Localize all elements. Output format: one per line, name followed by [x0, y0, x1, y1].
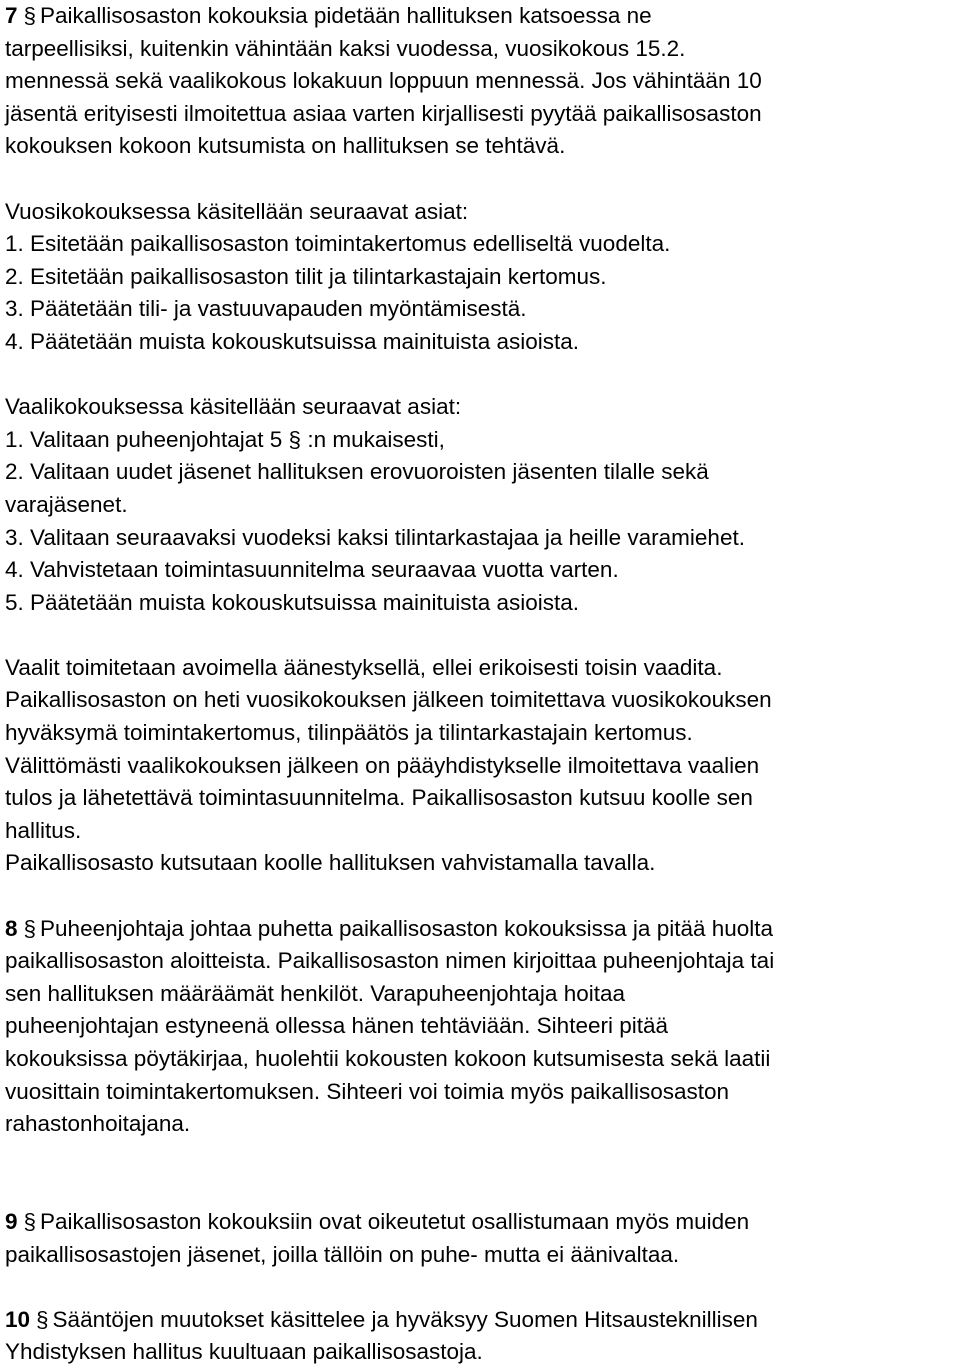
- list-item: 3. Päätetään tili- ja vastuuvapauden myöntämisestä.: [5, 296, 527, 322]
- paragraph-line: tulos ja lähetettävä toimintasuunnitelma. Paikallisosaston kutsuu koolle sen: [5, 785, 753, 811]
- paragraph-line: Paikallisosaston kokouksia pidetään hallituksen katsoessa ne: [40, 3, 652, 28]
- section-8-first-line: [5, 913, 955, 946]
- paragraph-line: sen hallituksen määräämät henkilöt. Varapuheenjohtaja hoitaa: [5, 980, 625, 1006]
- paragraph-line: kokouksissa pöytäkirjaa, huolehtii kokousten kokoon kutsumisesta sekä laatii: [5, 1046, 771, 1071]
- list-item: 3. Valitaan seuraavaksi vuodeksi kaksi tilintarkastajaa ja heille varamiehet.: [5, 524, 745, 550]
- paragraph-line: hallitus.: [5, 817, 82, 843]
- section-7-first-line: [5, 0, 955, 33]
- section-sign-icon: §: [23, 1208, 37, 1234]
- paragraph-line: paikallisosastojen jäsenet, joilla tällöin on puhe- mutta ei äänivaltaa.: [5, 1241, 680, 1267]
- paragraph-line: Paikallisosaston on heti vuosikokouksen jälkeen toimitettava vuosikokouksen: [5, 687, 772, 713]
- spacer: [5, 1141, 955, 1174]
- spacer: [5, 619, 955, 652]
- section-10-first-line: [5, 1304, 955, 1337]
- spacer: [5, 359, 955, 392]
- list-item: 4. Vahvistetaan toimintasuunnitelma seuraavaa vuotta varten.: [5, 557, 619, 583]
- paragraph-line: rahastonhoitajana.: [5, 1111, 191, 1137]
- paragraph-line: mennessä sekä vaalikokous lokakuun loppuun mennessä. Jos vähintään 10: [5, 68, 762, 94]
- paragraph-line: hyväksymä toimintakertomus, tilinpäätös ja tilintarkastajain kertomus.: [5, 720, 693, 746]
- paragraph-line: Paikallisosasto kutsutaan koolle hallituksen vahvistamalla tavalla.: [5, 850, 656, 876]
- list-item: 5. Päätetään muista kokouskutsuissa mainituista asioista.: [5, 589, 580, 615]
- spacer: [5, 163, 955, 196]
- paragraph-line: Välittömästi vaalikokouksen jälkeen on pääyhdistykselle ilmoitettava vaalien: [5, 752, 760, 778]
- paragraph-line: Sääntöjen muutokset käsittelee ja hyväksyy Suomen Hitsausteknillisen: [52, 1306, 758, 1332]
- section-9: [5, 1206, 955, 1304]
- election-meeting-heading: Vaalikokouksessa käsitellään seuraavat asiat:: [5, 394, 462, 420]
- paragraph-line: Puheenjohtaja johtaa puhetta paikallisosaston kokouksissa ja pitää huolta: [40, 915, 774, 941]
- section-10: [5, 1304, 955, 1369]
- spacer: [5, 1173, 955, 1206]
- paragraph-line: Yhdistyksen hallitus kuultuaan paikallisosastoja.: [5, 1339, 483, 1365]
- section-7: [5, 0, 955, 913]
- spacer: [5, 880, 955, 913]
- paragraph-line: Paikallisosaston kokouksiin ovat oikeutetut osallistumaan myös muiden: [40, 1208, 750, 1234]
- spacer: [5, 1271, 955, 1304]
- paragraph-line: vuosittain toimintakertomuksen. Sihteeri voi toimia myös paikallisosaston: [5, 1078, 730, 1104]
- list-item: 1. Valitaan puheenjohtajat 5 § :n mukaisesti,: [5, 426, 445, 452]
- paragraph-line: tarpeellisiksi, kuitenkin vähintään kaksi vuodessa, vuosikokous 15.2.: [5, 35, 686, 61]
- annual-meeting-heading: Vuosikokouksessa käsitellään seuraavat asiat:: [5, 198, 469, 224]
- section-number: 7: [5, 3, 18, 28]
- paragraph-line: jäsentä erityisesti ilmoitettua asiaa varten kirjallisesti pyytää paikallisosaston: [5, 100, 762, 126]
- paragraph-line: paikallisosaston aloitteista. Paikallisosaston nimen kirjoittaa puheenjohtaja tai: [5, 948, 775, 974]
- list-item: 2. Esitetään paikallisosaston tilit ja tilintarkastajain kertomus.: [5, 263, 607, 289]
- section-number: 8: [5, 915, 18, 941]
- paragraph-line: Vaalit toimitetaan avoimella äänestyksellä, ellei erikoisesti toisin vaadita.: [5, 654, 723, 680]
- list-item: 4. Päätetään muista kokouskutsuissa mainituista asioista.: [5, 328, 580, 354]
- section-number: 10: [5, 1306, 31, 1332]
- paragraph-line: puheenjohtajan estyneenä ollessa hänen tehtäviään. Sihteeri pitää: [5, 1013, 669, 1039]
- section-sign-icon: §: [23, 3, 37, 28]
- section-8: [5, 913, 955, 1206]
- section-sign-icon: §: [36, 1306, 49, 1332]
- section-number: 9: [5, 1208, 18, 1234]
- list-item: 2. Valitaan uudet jäsenet hallituksen erovuoroisten jäsenten tilalle sekä: [5, 459, 709, 485]
- paragraph-line: kokouksen kokoon kutsumista on hallituksen se tehtävä.: [5, 133, 566, 159]
- section-9-first-line: [5, 1206, 955, 1239]
- document-page: [5, 0, 955, 1369]
- list-item: varajäsenet.: [5, 491, 128, 517]
- section-sign-icon: §: [23, 915, 37, 941]
- list-item: 1. Esitetään paikallisosaston toimintakertomus edelliseltä vuodelta.: [5, 231, 671, 257]
